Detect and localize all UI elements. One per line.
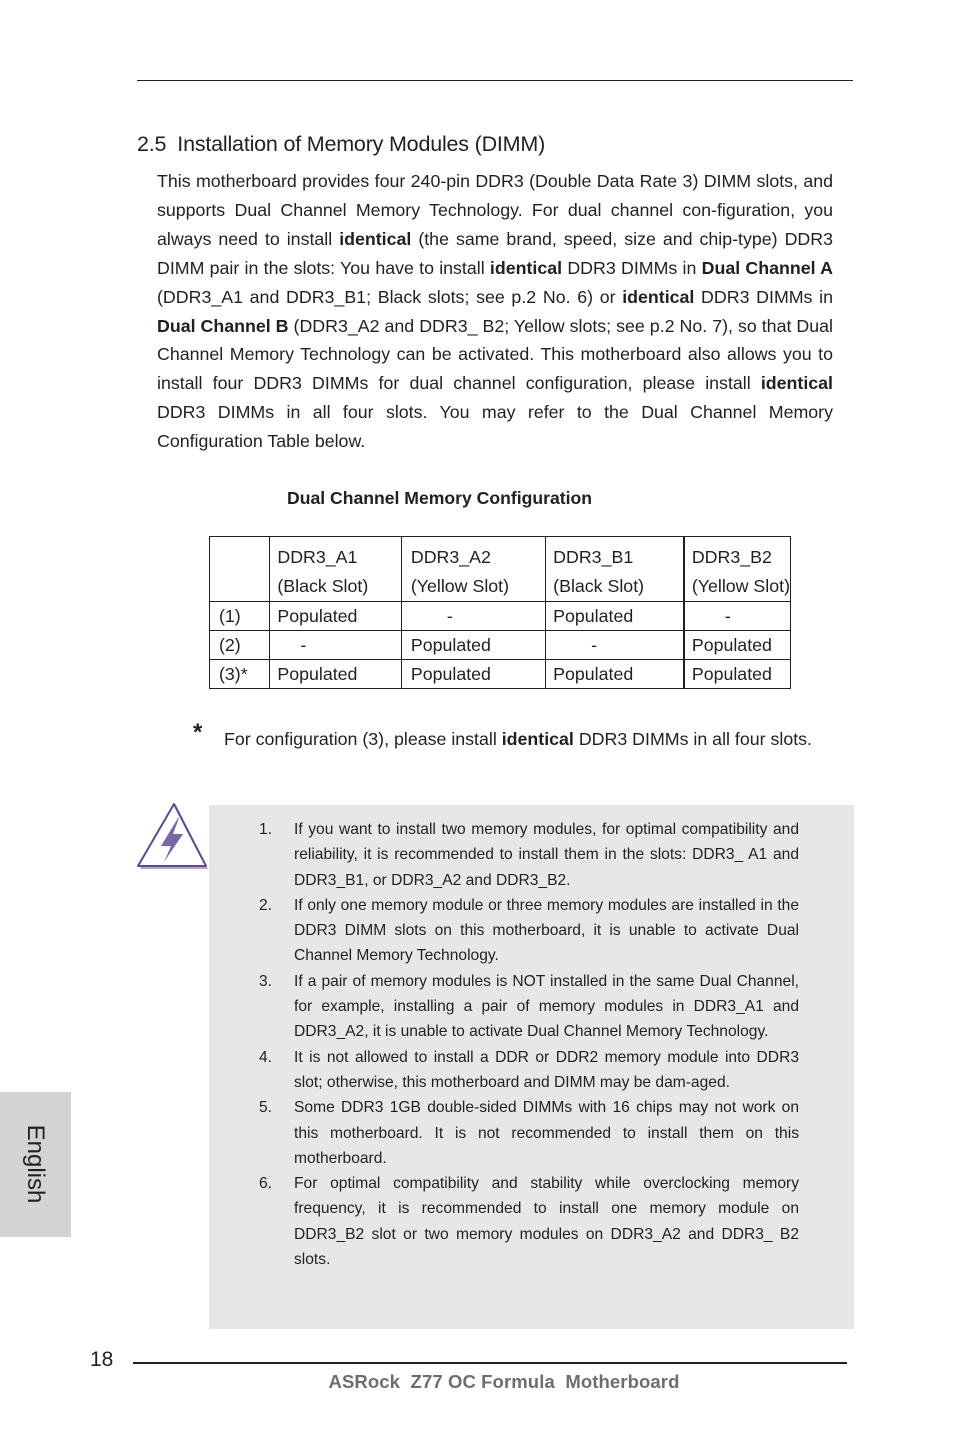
header-slot-name: DDR3_A2 <box>410 547 491 567</box>
table-cell: Populated <box>546 602 684 631</box>
note-text: If you want to install two memory modules, for optimal compatibility and reliability, it is recommended to install them in the slots: DDR3_ A1 and DDR3_B1, or DDR3_A2 and DDR3_B2. <box>294 821 799 889</box>
table-cell: - <box>270 631 402 660</box>
list-item <box>259 1171 799 1272</box>
table-cell: - <box>546 631 684 660</box>
intro-bold: Dual Channel A <box>701 257 833 278</box>
footnote-text: DDR3 DIMMs in all four slots. <box>573 729 812 749</box>
intro-text: (the same brand, speed, size and chip-type) DDR3 DIMM pair in the slots: You have to install <box>157 228 833 278</box>
table-header-cell <box>401 537 545 602</box>
table-row <box>210 660 791 689</box>
footnote <box>224 720 824 759</box>
intro-paragraph <box>157 167 833 456</box>
intro-bold: identical <box>339 228 412 249</box>
table-row <box>210 602 791 631</box>
list-item <box>259 1045 799 1096</box>
note-number: 1. <box>259 821 273 838</box>
row-label: (3)* <box>210 660 270 689</box>
section-number: 2.5 <box>137 132 167 156</box>
list-item <box>259 969 799 1045</box>
header-slot-name: DDR3_A1 <box>277 547 358 567</box>
header-slot-color: (Black Slot) <box>277 576 369 596</box>
language-label: English <box>22 1124 49 1204</box>
note-text: If a pair of memory modules is NOT installed in the same Dual Channel, for example, installing a pair of memory modules in DDR3_A1 and DDR3_A2, it is unable to activate Dual Channel Memory Technology. <box>294 972 799 1041</box>
intro-bold: identical <box>489 257 563 278</box>
table-cell: - <box>684 602 791 631</box>
row-label: (2) <box>210 631 270 660</box>
intro-text: DDR3 DIMMs in all four slots. You may refer to the Dual Channel Memory Configuration Table below. <box>157 402 833 452</box>
note-number: 3. <box>259 972 273 990</box>
table-title: Dual Channel Memory Configuration <box>287 488 592 508</box>
table-header-cell <box>270 537 402 602</box>
note-text: For optimal compatibility and stability while overclocking memory frequency, it is recommended to install one memory module on DDR3_B2 slot or two memory modules on DDR3_A2 and DDR3_ B2 slots. <box>294 1175 799 1269</box>
row-label: (1) <box>210 602 270 631</box>
header-slot-color: (Yellow Slot) <box>691 576 790 596</box>
intro-text: This motherboard provides four 240-pin DDR3 (Double Data Rate 3) DIMM slots, and supports Dual Channel Memory Technology. For dual channel con-figuration, you always need to install <box>157 171 833 249</box>
table-header-row <box>210 537 791 602</box>
intro-bold: identical <box>622 286 695 307</box>
note-number: 4. <box>259 1048 273 1066</box>
table-header-cell <box>684 537 791 602</box>
list-item <box>259 893 799 969</box>
note-number: 2. <box>259 896 273 914</box>
intro-bold: Dual Channel B <box>157 315 289 336</box>
section-title <box>137 132 545 157</box>
header-slot-name: DDR3_B2 <box>691 547 772 567</box>
table-cell: Populated <box>684 660 791 689</box>
table-cell: Populated <box>270 660 402 689</box>
header-slot-name: DDR3_B1 <box>553 547 634 567</box>
bottom-rule <box>133 1362 847 1364</box>
note-number: 6. <box>259 1175 273 1193</box>
table-cell: Populated <box>401 631 545 660</box>
language-side-tab <box>0 1092 71 1237</box>
note-text: It is not allowed to install a DDR or DDR2 memory module into DDR3 slot; otherwise, this motherboard and DIMM may be dam-aged. <box>294 1048 799 1091</box>
table-cell: Populated <box>270 602 402 631</box>
warning-lightning-icon <box>136 802 210 872</box>
note-text: Some DDR3 1GB double-sided DIMMs with 16 chips may not work on this motherboard. It is not recommended to install them on this motherboard. <box>294 1099 799 1167</box>
header-slot-color: (Yellow Slot) <box>410 576 510 596</box>
footer-product-name: ASRock Z77 OC Formula Motherboard <box>328 1371 680 1392</box>
section-title-text: Installation of Memory Modules (DIMM) <box>177 132 546 156</box>
intro-text: (DDR3_A2 and DDR3_ B2; Yellow slots; see p.2 No. 7), so that Dual Channel Memory Technology can be activated. This motherboard also allows you to install four DDR3 DIMMs for dual channel configuration, please install <box>157 315 833 394</box>
footnote-bold: identical <box>501 729 574 749</box>
table-corner-cell <box>210 537 270 602</box>
intro-bold: identical <box>760 373 833 394</box>
table-cell: Populated <box>401 660 545 689</box>
table-cell: Populated <box>684 631 791 660</box>
table-header-cell <box>546 537 684 602</box>
intro-text: (DDR3_A1 and DDR3_B1; Black slots; see p.2 No. 6) or <box>157 286 623 307</box>
header-slot-color: (Black Slot) <box>553 576 645 596</box>
footnote-marker: * <box>193 719 203 746</box>
list-item <box>259 817 799 893</box>
notes-list <box>259 817 799 1272</box>
footnote-text: For configuration (3), please install <box>224 729 502 749</box>
note-text: If only one memory module or three memory modules are installed in the DDR3 DIMM slots on this motherboard, it is unable to activate Dual Channel Memory Technology. <box>294 896 799 965</box>
note-number: 5. <box>259 1099 273 1117</box>
table-row <box>210 631 791 660</box>
table-cell: - <box>401 602 545 631</box>
memory-config-table <box>209 536 791 689</box>
intro-text: DDR3 DIMMs in <box>694 286 833 307</box>
page-number: 18 <box>90 1348 114 1371</box>
list-item <box>259 1095 799 1171</box>
intro-text: DDR3 DIMMs in <box>562 257 702 278</box>
table-cell: Populated <box>546 660 684 689</box>
top-rule <box>137 80 853 81</box>
